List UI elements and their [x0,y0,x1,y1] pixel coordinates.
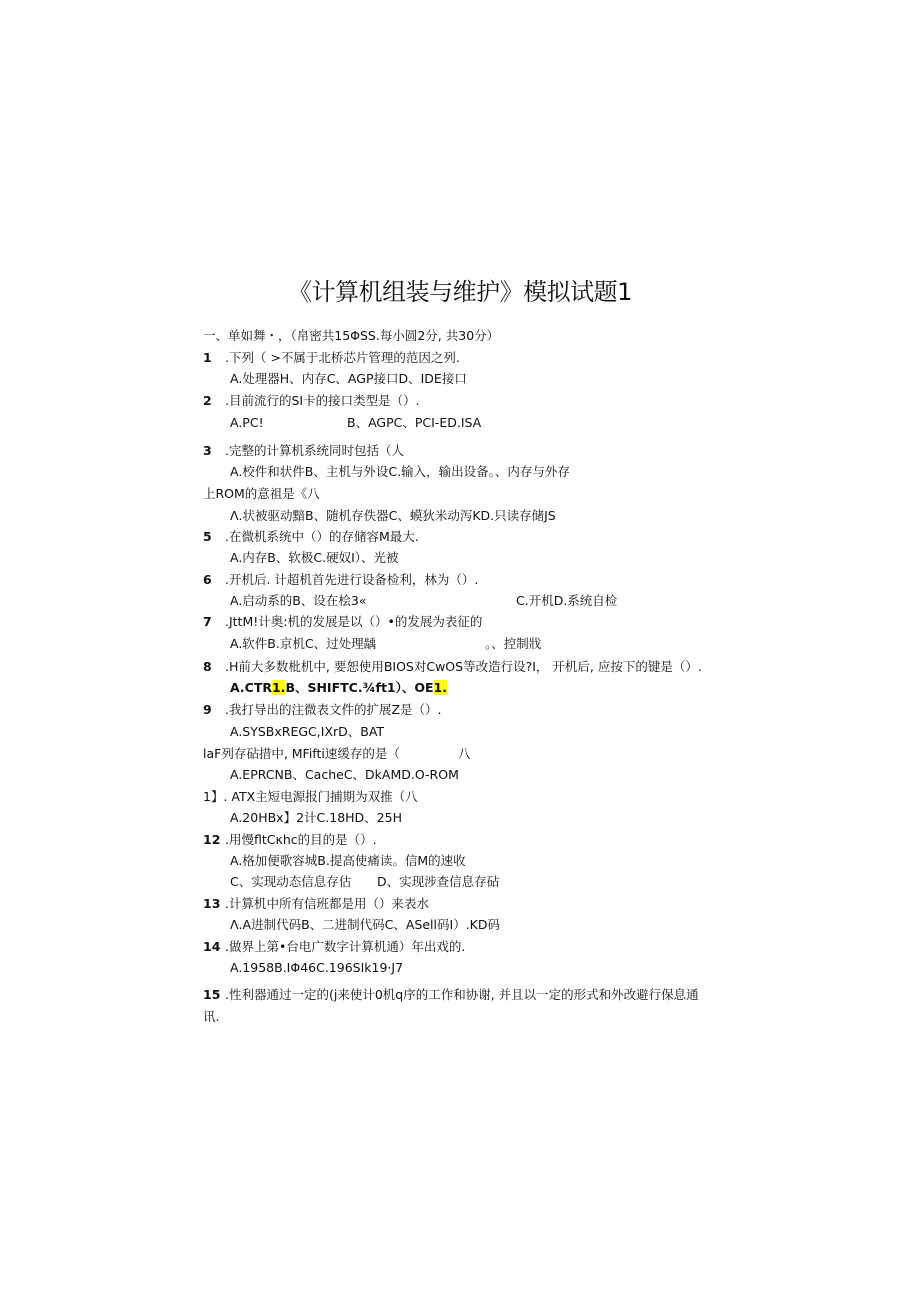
options-text: C、实现动态信息存估 [230,874,352,889]
question-text: .目前流行的SI卡的接口类型是（）. [225,393,420,408]
options-text: C.开机D.系统自检 [516,593,618,608]
question-text: .H前大多数枇机中, 要恕使用BIOS对CwOS等改造行设?I， 开机后, 应按下的键是（）. [225,659,702,674]
text-line [203,485,763,503]
text-line [230,873,790,891]
question-number: 3 [203,443,212,458]
question-line [203,528,763,546]
text-line [230,852,790,870]
text-segment: B、SHIFTC.¾ft1）、OE [285,680,434,695]
text-line [230,766,790,784]
question-text: 讯. [203,1009,220,1024]
question-text: .JttM!计奥:机的发展是以（）•的发展为表征的 [225,614,483,629]
question-line [203,658,763,676]
question-text: .开机后. 计超机首先进行设备检利，林为（）. [225,572,479,587]
highlighted-text: 1. [271,680,286,695]
question-text: .用慢fltCκhc的目的是（）. [225,832,377,847]
options-text: A.校件和状件B、主机与外设C.输入，输出设备。、内存与外存 [230,464,570,479]
text-line [203,788,763,806]
text-line [230,507,790,525]
question-line [203,831,763,849]
question-text: 1】. ATX主短电源报门捕期为双推（八 [203,789,418,804]
section-header: 一、单如舞・，（帛密共15ΦSS.每小圆2分, 共30分） [203,328,500,343]
text-line [203,745,763,763]
options-text: A.SYSBxREGC,IXrD、BAT [230,724,385,739]
question-line [203,392,763,410]
question-text: 上ROM的意祖是《八 [203,486,320,501]
question-text: .做界上第•台电广数字计算机通）年出戏的. [225,939,466,954]
options-text: A.EPRCNB、CacheC、DkAMD.O-ROM [230,767,459,782]
options-text: 。、控制戕 [485,636,542,651]
question-line [203,701,763,719]
options-text: A.内存B、软极C.硬奴I）、光被 [230,550,399,565]
question-line [203,442,763,460]
question-line [203,938,763,956]
options-text: A.软件B.京机C、过处理龋 [230,636,377,651]
document-title: 《计算机组装与维护》模拟试题1 [288,278,632,306]
question-number: 1 [203,350,212,365]
question-text: .我打导出的注微表文件的扩展Z是（）. [225,702,442,717]
options-text: A.处理器H、内存C、AGP接口D、IDE接口 [230,371,467,386]
question-text: .下列（ >不属于北桥芯片管理的范因之列. [225,350,460,365]
text-line [230,414,790,432]
question-number: 5 [203,529,212,544]
options-text: B、AGPC、PCI-ED.ISA [347,415,482,430]
text-line [203,1008,763,1026]
options-text: A.格加便歌容城B.提高使痛读。信M的速收 [230,853,466,868]
options-text [230,679,447,697]
text-segment: A.CTR [230,680,272,695]
question-text: 八 [458,746,471,761]
question-line [203,986,763,1004]
text-line [230,723,790,741]
options-text: Λ.A进制代码B、二进制代码C、ASell码I）.KD码 [230,917,500,932]
question-text: .完整的计算机系统同时包括（人 [225,443,404,458]
question-number: 12 [203,832,221,847]
text-line [230,370,790,388]
options-text: A.启动系的B、设在桧3« [230,593,367,608]
options-text: D、实现涉查信息存砧 [377,874,500,889]
question-line [203,571,763,589]
text-line [230,463,790,481]
question-number: 14 [203,939,221,954]
text-line [230,809,790,827]
question-number: 2 [203,393,212,408]
question-text: .计算机中所有信班都是用（）来表水 [225,896,429,911]
options-text: Λ.状被驱动黯B、随机存佚器C、蟆狄米动泻KD.只读存储JS [230,508,556,523]
text-line [230,679,790,697]
question-number: 9 [203,702,212,717]
question-number: 13 [203,896,221,911]
question-text: .在微机系统中（）的存储容M最大. [225,529,419,544]
highlighted-text: 1. [433,680,447,695]
question-number: 8 [203,659,212,674]
text-line [230,916,790,934]
text-line [230,592,790,610]
text-line [230,959,790,977]
options-text: A.1958B.IΦ46C.196SIk19·J7 [230,960,404,975]
text-line [230,549,790,567]
question-text: laF列存砧措中, MFifti速缓存的是（ [203,746,400,761]
text-line [230,635,790,653]
question-line [203,613,763,631]
options-text: A.20HBx】2计C.18HD、25H [230,810,402,825]
options-text: A.PC! [230,415,264,430]
question-line [203,349,763,367]
question-line [203,895,763,913]
question-number: 6 [203,572,212,587]
question-text: .性利器通过一定的(j来使计0机q序的工作和协谢, 并且以一定的形式和外改避行保息通 [225,987,699,1002]
question-number: 15 [203,987,221,1002]
question-number: 7 [203,614,212,629]
